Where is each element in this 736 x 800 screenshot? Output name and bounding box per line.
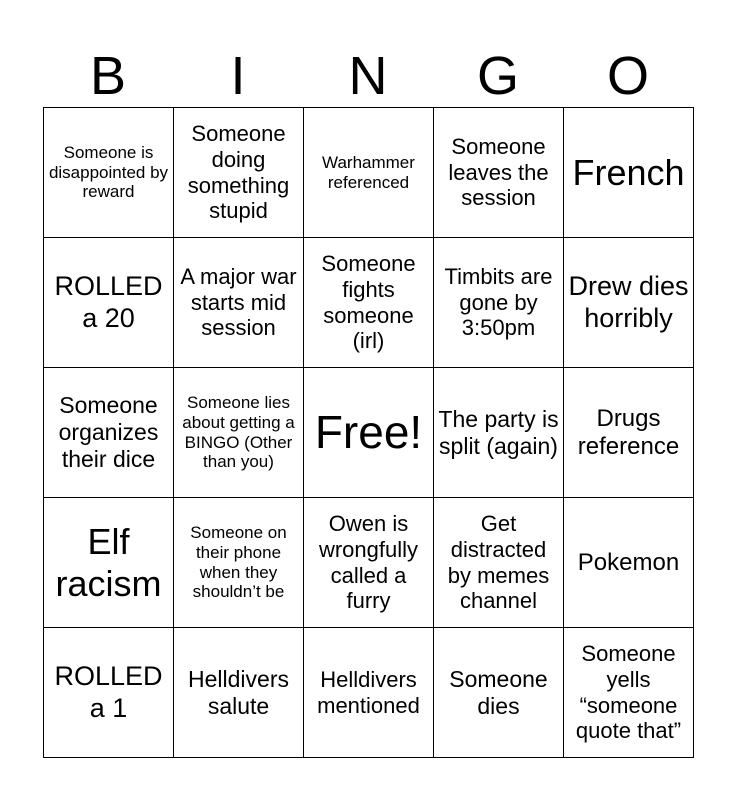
bingo-cell[interactable]: Someone organizes their dice <box>44 368 174 498</box>
bingo-cell[interactable]: The party is split (again) <box>434 368 564 498</box>
bingo-cell[interactable]: Warhammer referenced <box>304 108 434 238</box>
bingo-cell[interactable]: Timbits are gone by 3:50pm <box>434 238 564 368</box>
header-letter-g: G <box>476 46 519 106</box>
bingo-cell[interactable]: ROLLED a 20 <box>44 238 174 368</box>
bingo-cell[interactable]: Someone on their phone when they shouldn’t be <box>174 498 304 628</box>
board-row <box>44 108 694 238</box>
header-letter-b: B <box>89 46 127 106</box>
bingo-cell[interactable]: Someone yells “someone quote that” <box>564 628 694 758</box>
bingo-header <box>43 46 693 106</box>
bingo-cell[interactable]: Pokemon <box>564 498 694 628</box>
bingo-cell[interactable]: Someone fights someone (irl) <box>304 238 434 368</box>
bingo-cell[interactable]: Owen is wrongfully called a furry <box>304 498 434 628</box>
bingo-cell[interactable]: Someone leaves the session <box>434 108 564 238</box>
bingo-cell[interactable]: Drugs reference <box>564 368 694 498</box>
board-row <box>44 238 694 368</box>
header-letter-n: N <box>348 46 388 106</box>
bingo-cell[interactable]: Helldivers salute <box>174 628 304 758</box>
bingo-cell[interactable]: Get distracted by memes channel <box>434 498 564 628</box>
bingo-cell[interactable]: A major war starts mid session <box>174 238 304 368</box>
board-row <box>44 368 694 498</box>
bingo-cell[interactable]: Someone lies about getting a BINGO (Other than you) <box>174 368 304 498</box>
bingo-cell[interactable]: ROLLED a 1 <box>44 628 174 758</box>
free-space-cell[interactable]: Free! <box>304 368 434 498</box>
bingo-board <box>43 107 694 758</box>
bingo-cell[interactable]: Someone doing something stupid <box>174 108 304 238</box>
bingo-cell[interactable]: Someone dies <box>434 628 564 758</box>
bingo-cell[interactable]: French <box>564 108 694 238</box>
board-row <box>44 498 694 628</box>
header-letter-o: O <box>606 46 649 106</box>
bingo-cell[interactable]: Elf racism <box>44 498 174 628</box>
header-letter-i: I <box>230 46 246 106</box>
board-row <box>44 628 694 758</box>
bingo-cell[interactable]: Helldivers mentioned <box>304 628 434 758</box>
bingo-cell[interactable]: Someone is disappointed by reward <box>44 108 174 238</box>
bingo-cell[interactable]: Drew dies horribly <box>564 238 694 368</box>
